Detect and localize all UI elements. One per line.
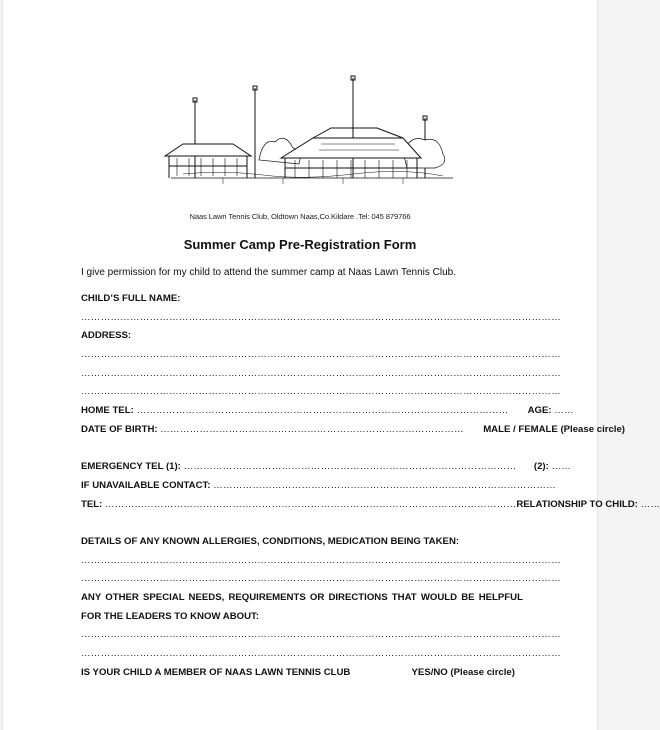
dob-label: DATE OF BIRTH: xyxy=(81,424,158,435)
special-needs-label-1: ANY OTHER SPECIAL NEEDS, REQUIREMENTS OR DIRECTIONS THAT WOULD BE HELPFUL xyxy=(81,592,523,603)
club-address: Naas Lawn Tennis Club, Oldtown Naas,Co.Kildare .Tel: 045 879766 xyxy=(189,212,411,221)
address-field-line-2[interactable]: ………………………………………………………………………………………………………………………………… xyxy=(81,368,561,379)
permission-statement: I give permission for my child to attend the summer camp at Naas Lawn Tennis Club. xyxy=(81,267,456,278)
home-tel-field[interactable]: …………………………………………………………………………………………………… xyxy=(136,405,509,416)
home-tel-row xyxy=(81,405,574,416)
address-label: ADDRESS: xyxy=(81,330,132,341)
address-field-line-1[interactable]: ………………………………………………………………………………………………………………………………… xyxy=(81,349,561,360)
relationship-label: RELATIONSHIP TO CHILD: xyxy=(516,499,638,510)
unavailable-field[interactable]: …………………………………………………………………………………………… xyxy=(213,480,556,491)
unavailable-row xyxy=(81,480,556,491)
yes-no-option[interactable]: YES/NO (Please circle) xyxy=(411,667,515,678)
age-label: AGE: xyxy=(527,405,552,416)
emergency-2-label: (2): xyxy=(533,461,549,472)
special-needs-field-line-2[interactable]: ………………………………………………………………………………………………………………………………… xyxy=(81,648,561,659)
member-question: IS YOUR CHILD A MEMBER OF NAAS LAWN TENNIS CLUB xyxy=(81,667,351,678)
special-needs-label-2: FOR THE LEADERS TO KNOW ABOUT: xyxy=(81,611,260,622)
tel-relationship-row xyxy=(81,499,660,510)
home-tel-label: HOME TEL: xyxy=(81,405,134,416)
childs-name-field[interactable]: ………………………………………………………………………………………………………………………………… xyxy=(81,312,561,323)
clubhouse-illustration xyxy=(163,78,459,194)
address-field-line-3[interactable]: ………………………………………………………………………………………………………………………………… xyxy=(81,386,561,397)
unavailable-label: IF UNAVAILABLE CONTACT: xyxy=(81,480,211,491)
age-field[interactable]: …… xyxy=(554,405,574,416)
emergency-label: EMERGENCY TEL (1): xyxy=(81,461,181,472)
childs-name-label: CHILD’S FULL NAME: xyxy=(81,293,181,304)
form-page xyxy=(2,0,660,730)
relationship-field[interactable]: …… xyxy=(640,499,660,510)
emergency-field-1[interactable]: ………………………………………………………………………………………… xyxy=(183,461,517,472)
member-row xyxy=(81,667,515,678)
dob-field[interactable]: ………………………………………………………………………………… xyxy=(160,424,464,435)
details-field-line-2[interactable]: ………………………………………………………………………………………………………………………………… xyxy=(81,573,561,584)
sex-label[interactable]: MALE / FEMALE (Please circle) xyxy=(483,424,625,435)
details-label: DETAILS OF ANY KNOWN ALLERGIES, CONDITIONS, MEDICATION BEING TAKEN: xyxy=(81,536,460,547)
emergency-field-2[interactable]: …… xyxy=(551,461,572,472)
emergency-row xyxy=(81,461,571,472)
form-title: Summer Camp Pre-Registration Form xyxy=(183,237,417,252)
special-needs-field-line-1[interactable]: ………………………………………………………………………………………………………………………………… xyxy=(81,629,561,640)
tel-label: TEL: xyxy=(81,499,103,510)
tel-field[interactable]: ……………………………………………………………………………………………………………… xyxy=(105,499,517,510)
dob-row xyxy=(81,424,625,435)
details-field-line-1[interactable]: ………………………………………………………………………………………………………………………………… xyxy=(81,555,561,566)
